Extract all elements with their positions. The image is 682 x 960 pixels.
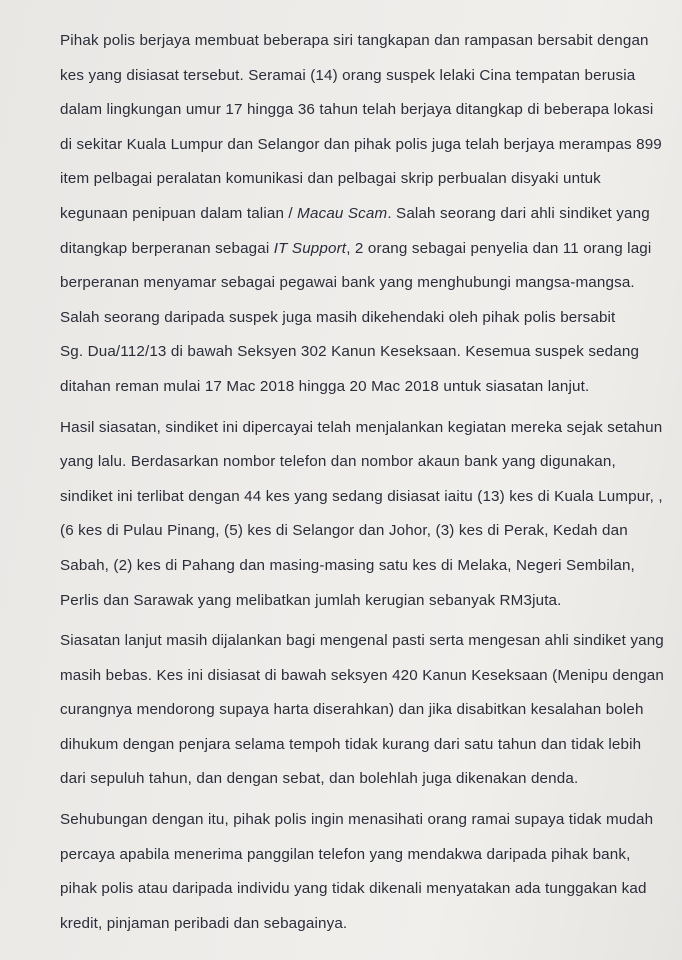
text-line: curangnya mendorong supaya harta diserahkan) dan jika disabitkan kesalahan boleh [60,701,644,719]
text-line: kredit, pinjaman peribadi dan sebagainya. [60,914,348,932]
text-line: dalam lingkungan umur 17 hingga 36 tahun telah berjaya ditangkap di beberapa lokasi [60,101,654,119]
paragraph-arrests [60,24,664,405]
text-line: Sehubungan dengan itu, pihak polis ingin menasihati orang ramai supaya tidak mudah [60,811,654,829]
text-line: Salah seorang daripada suspek juga masih dikehendaki oleh pihak polis bersabit [60,308,616,326]
text-line: Hasil siasatan, sindiket ini dipercayai telah menjalankan kegiatan mereka sejak setahun [60,418,663,436]
text-line: (6 kes di Pulau Pinang, (5) kes di Selangor dan Johor, (3) kes di Perak, Kedah dan [60,522,628,540]
text-line: ditahan reman mulai 17 Mac 2018 hingga 20 Mac 2018 untuk siasatan lanjut. [60,377,590,395]
text-line: dari sepuluh tahun, dan dengan sebat, dan bolehlah juga dikenakan denda. [60,770,579,788]
text-line: Perlis dan Sarawak yang melibatkan jumlah kerugian sebanyak RM3juta. [60,591,562,609]
paragraph-public-advice [60,803,664,941]
text-line: item pelbagai peralatan komunikasi dan pelbagai skrip perbualan disyaki untuk [60,170,601,188]
text-line: pihak polis atau daripada individu yang tidak dikenali menyatakan ada tunggakan kad [60,880,647,898]
text-line: ditangkap berperanan sebagai IT Support, 2 orang sebagai penyelia dan 11 orang lagi [60,239,652,257]
text-line: Pihak polis berjaya membuat beberapa siri tangkapan dan rampasan bersabit dengan [60,32,649,49]
text-line: sindiket ini terlibat dengan 44 kes yang sedang disiasat iaitu (13) kes di Kuala Lumpur, , [60,487,663,505]
text-line: Sg. Dua/112/13 di bawah Seksyen 302 Kanun Keseksaan. Kesemua suspek sedang [60,343,640,361]
paragraph-further-investigation [60,624,664,797]
text-line: Siasatan lanjut masih dijalankan bagi mengenal pasti serta mengesan ahli sindiket yang [60,632,664,650]
text-line: kes yang disiasat tersebut. Seramai (14) orang suspek lelaki Cina tempatan berusia [60,66,636,84]
text-line: di sekitar Kuala Lumpur dan Selangor dan pihak polis juga telah berjaya merampas 899 [60,135,662,153]
text-line: yang lalu. Berdasarkan nombor telefon dan nombor akaun bank yang digunakan, [60,453,616,471]
text-line: dihukum dengan penjara selama tempoh tidak kurang dari satu tahun dan tidak lebih [60,735,642,753]
paragraph-investigation-results [60,411,664,619]
text-line: masih bebas. Kes ini disiasat di bawah seksyen 420 Kanun Keseksaan (Menipu dengan [60,666,664,684]
text-line: berperanan menyamar sebagai pegawai bank yang menghubungi mangsa-mangsa. [60,274,635,292]
text-line: Sabah, (2) kes di Pahang dan masing-masing satu kes di Melaka, Negeri Sembilan, [60,556,635,574]
text-line: kegunaan penipuan dalam talian / Macau Scam. Salah seorang dari ahli sindiket yang [60,204,650,222]
text-line: percaya apabila menerima panggilan telefon yang mendakwa daripada pihak bank, [60,845,631,863]
